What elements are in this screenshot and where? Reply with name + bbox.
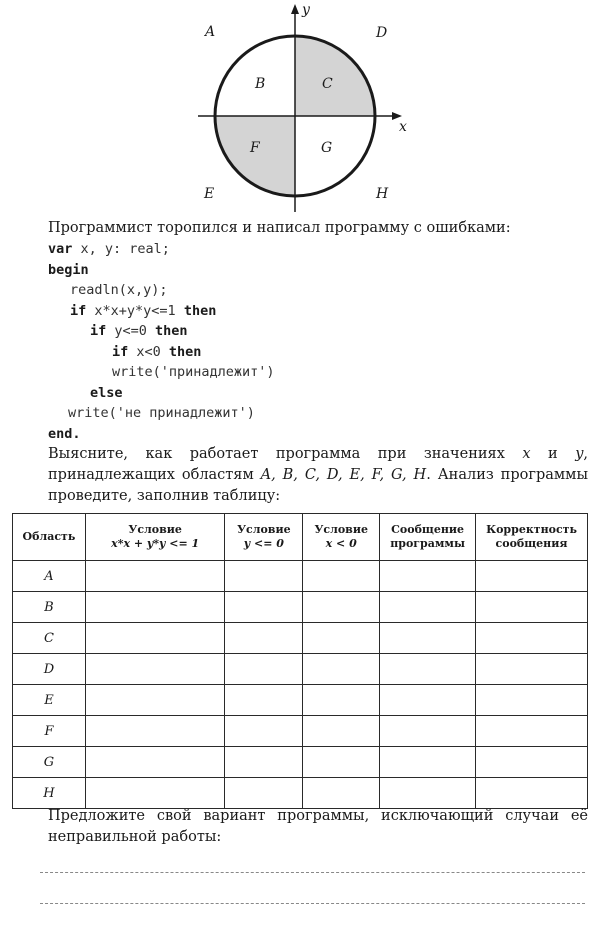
region-diagram [190,0,430,215]
answer-line[interactable] [40,872,585,873]
code-listing [48,239,275,444]
answer-cell[interactable] [225,654,303,685]
code-line [48,280,275,301]
answer-cell[interactable] [380,716,476,747]
answer-cell[interactable] [225,561,303,592]
region-label-b: B [255,76,266,92]
y-axis-arrow-icon [291,4,299,14]
region-label-c: C [322,76,333,92]
region-label-a: A [205,24,216,40]
code-line [48,362,275,383]
answer-cell[interactable] [380,747,476,778]
region-label-e: E [204,186,215,202]
question-text: и [530,446,576,462]
code-line [48,260,275,281]
answer-cell[interactable] [225,623,303,654]
code-keyword: if [112,343,129,360]
code-line [48,239,275,260]
area-cell: G [13,747,86,778]
table-row [13,561,588,592]
code-keyword: begin [48,261,89,278]
header-expression: x*x + y*y <= 1 [111,537,200,550]
code-keyword: then [155,323,188,339]
answer-cell[interactable] [225,716,303,747]
code-line [48,424,275,445]
analysis-table [12,513,588,809]
code-keyword: else [90,384,123,401]
answer-cell[interactable] [476,592,588,623]
code-text: x*x+y*y<=1 [86,302,184,319]
answer-cell[interactable] [380,623,476,654]
area-cell: F [13,716,86,747]
code-text: x<0 [128,343,169,360]
question-text: Выясните, как работает программа при значениях [48,446,523,462]
answer-cell[interactable] [380,685,476,716]
code-line [48,342,275,363]
question-var-y: y [575,446,584,462]
code-keyword: if [70,302,87,319]
region-label-g: G [321,140,333,156]
region-label-h: H [376,186,389,202]
answer-cell[interactable] [85,592,225,623]
table-row [13,685,588,716]
region-label-f: F [250,140,260,156]
answer-line[interactable] [40,903,585,904]
table-row [13,747,588,778]
header-title: Условие [314,523,368,536]
header-expression: x < 0 [325,537,357,550]
code-line [48,301,275,322]
code-line [48,383,275,404]
code-keyword: end. [48,425,81,442]
answer-cell[interactable] [476,716,588,747]
area-cell: E [13,685,86,716]
task-intro: Программист торопился и написал программу с ошибками: [48,220,511,236]
question-text: , принадлежащих областям [48,446,588,483]
task-proposal: Предложите свой вариант программы, исключающий случаи её неправильной работы: [48,808,588,845]
header-line: Сообщение [391,523,465,536]
answer-cell[interactable] [303,592,380,623]
code-line [48,403,275,424]
answer-cell[interactable] [85,778,225,809]
code-keyword: then [168,343,202,360]
header-line: сообщения [495,537,568,550]
question-var-x: x [522,446,531,462]
answer-cell[interactable] [476,654,588,685]
header-condition-circle [85,514,225,561]
answer-cell[interactable] [380,778,476,809]
answer-cell[interactable] [476,685,588,716]
answer-cell[interactable] [303,716,380,747]
area-cell: D [13,654,86,685]
circle-diagram-svg [190,0,430,215]
header-expression: y <= 0 [243,537,284,550]
code-text: readln(x,y); [70,282,168,298]
table-row [13,592,588,623]
table-row [13,623,588,654]
header-program-message [380,514,476,561]
code-text: write('принадлежит') [112,364,275,380]
answer-cell[interactable] [380,592,476,623]
answer-cell[interactable] [225,592,303,623]
code-keyword: var [48,241,73,257]
answer-cell[interactable] [303,778,380,809]
table-header-row [13,514,588,561]
code-keyword: then [183,302,217,319]
header-title: Условие [128,523,182,536]
answer-cell[interactable] [476,561,588,592]
answer-cell[interactable] [85,561,225,592]
code-text: write('не принадлежит') [68,405,255,421]
area-cell: B [13,592,86,623]
answer-cell[interactable] [303,654,380,685]
header-line: программы [390,537,465,550]
header-line: Корректность [486,523,577,536]
header-condition-x [303,514,380,561]
answer-cell[interactable] [476,778,588,809]
code-text: y<=0 [106,323,156,339]
code-keyword: if [90,323,107,339]
answer-cell[interactable] [85,747,225,778]
header-title: Условие [237,523,291,536]
answer-cell[interactable] [85,685,225,716]
area-cell: H [13,778,86,809]
axis-x-label: x [399,119,407,135]
answer-cell[interactable] [225,747,303,778]
answer-cell[interactable] [225,685,303,716]
answer-cell[interactable] [85,716,225,747]
task-question [48,444,588,507]
answer-cell[interactable] [380,654,476,685]
header-area: Область [13,514,86,561]
answer-cell[interactable] [303,747,380,778]
table-row [13,716,588,747]
answer-cell[interactable] [303,685,380,716]
answer-cell[interactable] [303,561,380,592]
answer-cell[interactable] [85,623,225,654]
area-cell: A [13,561,86,592]
code-text: x, y: real; [72,241,170,257]
axis-y-label: y [302,2,310,18]
answer-cell[interactable] [225,778,303,809]
question-text: . Анализ программы проведите, заполнив таблицу: [48,467,588,504]
answer-cell[interactable] [476,747,588,778]
region-label-d: D [376,25,388,41]
answer-cell[interactable] [303,623,380,654]
answer-cell[interactable] [476,623,588,654]
question-areas: A, B, C, D, E, F, G, H [260,467,427,483]
area-cell: C [13,623,86,654]
header-message-correctness [476,514,588,561]
table-row [13,654,588,685]
table-row [13,778,588,809]
code-line [48,321,275,342]
answer-cell[interactable] [85,654,225,685]
header-condition-y [225,514,303,561]
answer-cell[interactable] [380,561,476,592]
